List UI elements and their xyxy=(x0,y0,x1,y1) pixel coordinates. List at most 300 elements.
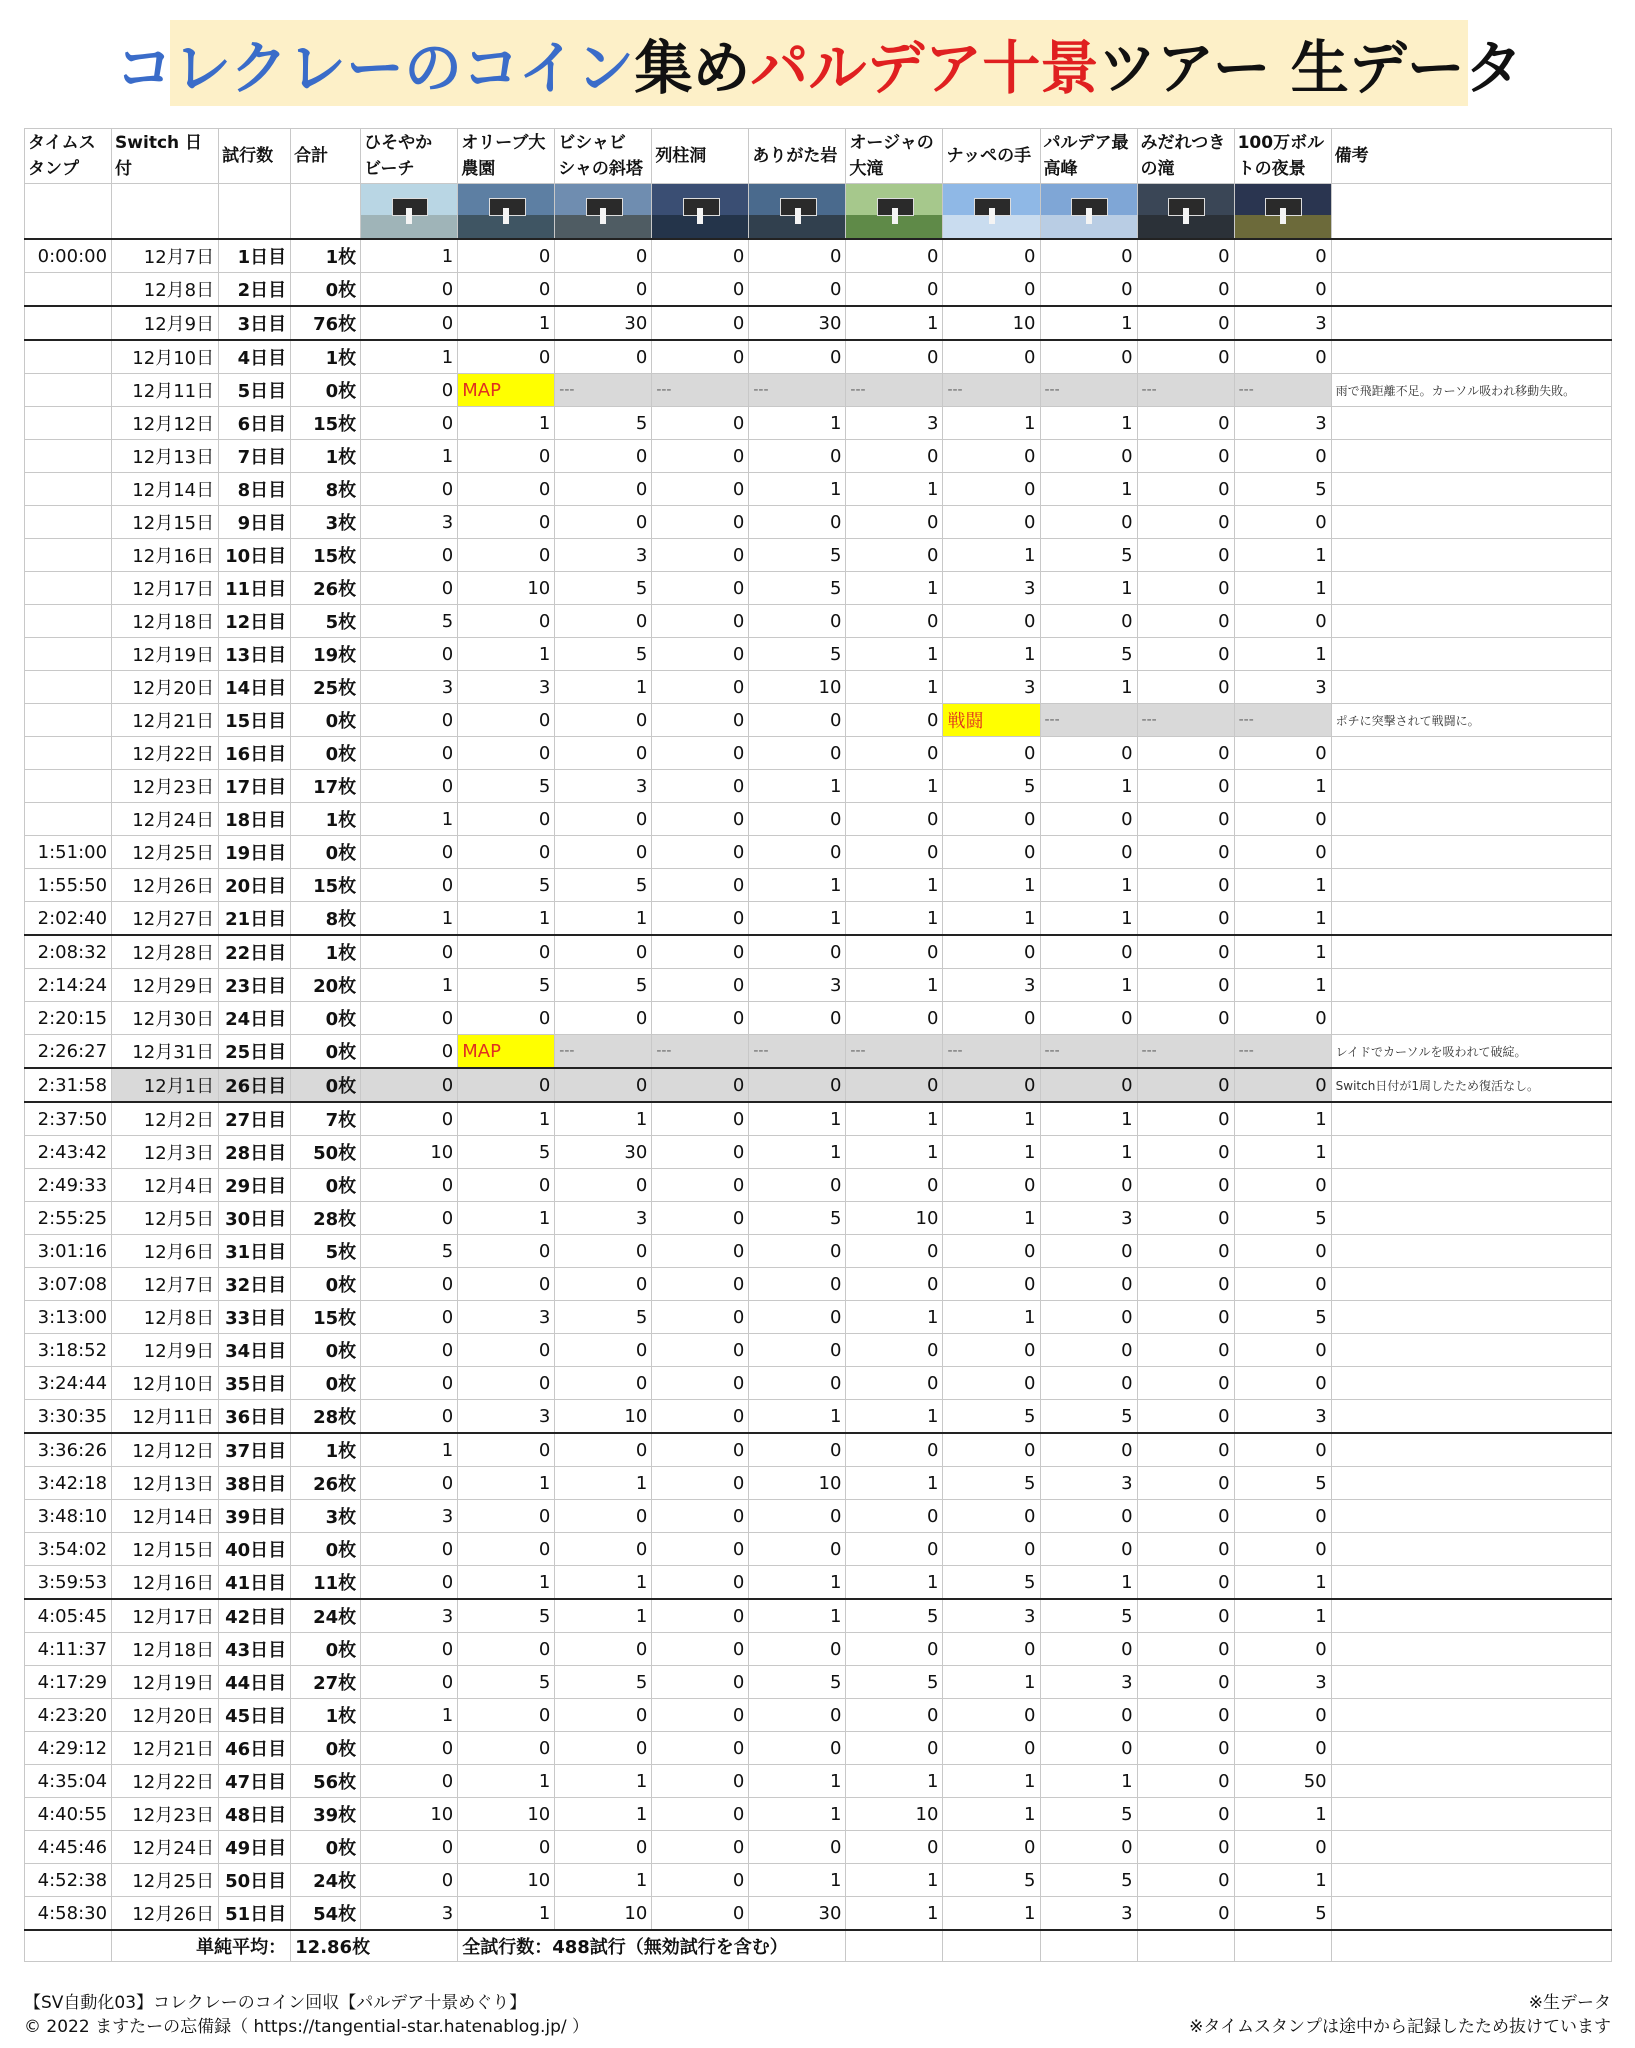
coin-count-cell: 0 xyxy=(1234,1169,1331,1202)
total-cell: 5枚 xyxy=(291,605,361,638)
coin-count-cell: 3 xyxy=(361,1500,458,1533)
coin-count-cell: 0 xyxy=(1040,935,1137,969)
coin-count-cell: 0 xyxy=(846,935,943,969)
coin-count-cell: 0 xyxy=(749,1301,846,1334)
date-cell: 12月7日 xyxy=(112,239,219,273)
date-cell: 12月5日 xyxy=(112,1202,219,1235)
table-row xyxy=(25,1500,1612,1533)
coin-count-cell: 50 xyxy=(1234,1765,1331,1798)
date-cell: 12月15日 xyxy=(112,1533,219,1566)
note-cell xyxy=(1331,506,1611,539)
coin-count-cell: 0 xyxy=(652,1136,749,1169)
location-thumbnail xyxy=(846,184,943,240)
col-location: パルデア最 高峰 xyxy=(1040,129,1137,184)
coin-count-cell: 1 xyxy=(1234,572,1331,605)
coin-count-cell: 0 xyxy=(846,1699,943,1732)
coin-count-cell: 0 xyxy=(749,836,846,869)
note-cell xyxy=(1331,1002,1611,1035)
table-row xyxy=(25,1599,1612,1633)
date-cell: 12月16日 xyxy=(112,1566,219,1600)
coin-count-cell: 1 xyxy=(749,869,846,902)
coin-count-cell: 0 xyxy=(458,506,555,539)
coin-count-cell: 3 xyxy=(555,539,652,572)
coin-count-cell: 1 xyxy=(1234,902,1331,936)
coin-count-cell: 1 xyxy=(943,407,1040,440)
table-row xyxy=(25,1102,1612,1136)
note-cell xyxy=(1331,1301,1611,1334)
coin-count-cell: 0 xyxy=(458,1367,555,1400)
coin-count-cell: 10 xyxy=(458,1798,555,1831)
coin-count-cell: 1 xyxy=(1234,1136,1331,1169)
coin-count-cell: 0 xyxy=(749,935,846,969)
coin-count-cell: 0 xyxy=(555,1500,652,1533)
total-cell: 0枚 xyxy=(291,737,361,770)
coin-count-cell: 0 xyxy=(652,1633,749,1666)
coin-count-cell: 1 xyxy=(458,407,555,440)
note-cell xyxy=(1331,306,1611,340)
coin-count-cell: 0 xyxy=(749,1268,846,1301)
timestamp-cell: 3:48:10 xyxy=(25,1500,112,1533)
coin-count-cell: 10 xyxy=(846,1202,943,1235)
timestamp-cell: 4:11:37 xyxy=(25,1633,112,1666)
trial-cell: 42日目 xyxy=(219,1599,291,1633)
total-trials-text: 全試行数：488試行（無効試行を含む） xyxy=(458,1930,846,1962)
coin-count-cell: 0 xyxy=(361,869,458,902)
coin-count-cell: 1 xyxy=(943,1765,1040,1798)
table-row xyxy=(25,1798,1612,1831)
coin-count-cell: 0 xyxy=(555,605,652,638)
note-cell xyxy=(1331,1897,1611,1931)
coin-count-cell: 1 xyxy=(846,1467,943,1500)
coin-count-cell: 0 xyxy=(361,1633,458,1666)
note-cell xyxy=(1331,836,1611,869)
table-row xyxy=(25,1235,1612,1268)
coin-count-cell: 0 xyxy=(1040,440,1137,473)
coin-count-cell: 3 xyxy=(555,770,652,803)
col-notes: 備考 xyxy=(1331,129,1611,184)
coin-count-cell: 5 xyxy=(749,638,846,671)
coin-count-cell: 0 xyxy=(1234,803,1331,836)
date-cell: 12月20日 xyxy=(112,1699,219,1732)
note-cell xyxy=(1331,1666,1611,1699)
coin-count-cell: 1 xyxy=(1040,1566,1137,1600)
coin-count-cell: 1 xyxy=(1040,869,1137,902)
trial-cell: 5日目 xyxy=(219,374,291,407)
coin-count-cell: 0 xyxy=(943,1002,1040,1035)
empty-cell xyxy=(1040,1930,1137,1962)
coin-count-cell: 0 xyxy=(749,440,846,473)
table-row xyxy=(25,1035,1612,1069)
coin-count-cell: 0 xyxy=(1137,572,1234,605)
trial-cell: 45日目 xyxy=(219,1699,291,1732)
date-cell: 12月2日 xyxy=(112,1102,219,1136)
coin-count-cell: 1 xyxy=(458,638,555,671)
coin-count-cell: 0 xyxy=(1137,1699,1234,1732)
date-cell: 12月8日 xyxy=(112,1301,219,1334)
coin-count-cell: 0 xyxy=(846,1732,943,1765)
coin-count-cell: 0 xyxy=(1234,737,1331,770)
date-cell: 12月25日 xyxy=(112,1864,219,1897)
coin-count-cell: 1 xyxy=(846,306,943,340)
trial-cell: 15日目 xyxy=(219,704,291,737)
coin-count-cell: 0 xyxy=(458,605,555,638)
coin-count-cell: 5 xyxy=(1040,1798,1137,1831)
coin-count-cell: 10 xyxy=(846,1798,943,1831)
table-row xyxy=(25,1002,1612,1035)
coin-count-cell: 0 xyxy=(458,1169,555,1202)
coin-count-cell: 0 xyxy=(846,1533,943,1566)
coin-count-cell: 0 xyxy=(943,1831,1040,1864)
coin-count-cell: 0 xyxy=(361,572,458,605)
coin-count-cell: 0 xyxy=(1137,1831,1234,1864)
coin-count-cell: 5 xyxy=(749,539,846,572)
total-cell: 0枚 xyxy=(291,1732,361,1765)
coin-count-cell: 0 xyxy=(652,1500,749,1533)
coin-count-cell: 0 xyxy=(1137,770,1234,803)
coin-count-cell: 0 xyxy=(846,1831,943,1864)
coin-count-cell: 0 xyxy=(1234,836,1331,869)
location-thumbnail xyxy=(361,184,458,240)
total-cell: 8枚 xyxy=(291,473,361,506)
coin-count-cell: 0 xyxy=(1137,1136,1234,1169)
date-cell: 12月14日 xyxy=(112,473,219,506)
coin-count-cell: 3 xyxy=(749,969,846,1002)
coin-count-cell: 3 xyxy=(943,671,1040,704)
coin-count-cell: 1 xyxy=(458,1467,555,1500)
coin-count-cell: 0 xyxy=(1137,1732,1234,1765)
note-cell xyxy=(1331,440,1611,473)
table-row xyxy=(25,239,1612,273)
coin-count-cell: 0 xyxy=(361,1334,458,1367)
date-cell: 12月28日 xyxy=(112,935,219,969)
coin-count-cell: 0 xyxy=(652,306,749,340)
coin-count-cell: 0 xyxy=(943,273,1040,307)
coin-count-cell: 0 xyxy=(652,340,749,374)
coin-count-cell: 0 xyxy=(1137,803,1234,836)
timestamp-cell xyxy=(25,572,112,605)
table-row xyxy=(25,1068,1612,1102)
coin-count-cell: 1 xyxy=(1040,902,1137,936)
coin-count-cell: 1 xyxy=(1234,1798,1331,1831)
timestamp-cell: 2:20:15 xyxy=(25,1002,112,1035)
empty-cell xyxy=(1234,1930,1331,1962)
table-row xyxy=(25,770,1612,803)
coin-count-cell: 0 xyxy=(1137,1202,1234,1235)
coin-count-cell: 0 xyxy=(361,273,458,307)
coin-count-cell: --- xyxy=(749,374,846,407)
coin-count-cell: 3 xyxy=(1234,1666,1331,1699)
date-cell: 12月16日 xyxy=(112,539,219,572)
coin-count-cell: 0 xyxy=(846,1002,943,1035)
coin-count-cell: 0 xyxy=(652,1433,749,1467)
coin-count-cell: 0 xyxy=(1137,836,1234,869)
coin-count-cell: 0 xyxy=(1137,902,1234,936)
coin-count-cell: 0 xyxy=(1137,1301,1234,1334)
timestamp-cell xyxy=(25,803,112,836)
coin-count-cell: 0 xyxy=(1137,1235,1234,1268)
coin-count-cell: 0 xyxy=(652,1864,749,1897)
coin-count-cell: 1 xyxy=(1040,1102,1137,1136)
coin-count-cell: 1 xyxy=(1040,969,1137,1002)
table-row xyxy=(25,1666,1612,1699)
trial-cell: 9日目 xyxy=(219,506,291,539)
coin-count-cell: 3 xyxy=(1234,1400,1331,1434)
coin-count-cell: 0 xyxy=(652,1831,749,1864)
coin-count-cell: 0 xyxy=(1137,1268,1234,1301)
coin-count-cell: 0 xyxy=(749,239,846,273)
coin-count-cell: 1 xyxy=(1234,869,1331,902)
coin-count-cell: 1 xyxy=(555,1467,652,1500)
trial-cell: 19日目 xyxy=(219,836,291,869)
coin-count-cell: 1 xyxy=(943,869,1040,902)
trial-cell: 40日目 xyxy=(219,1533,291,1566)
coin-count-cell: 0 xyxy=(652,440,749,473)
coin-count-cell: 5 xyxy=(1234,1897,1331,1931)
coin-count-cell: 5 xyxy=(1040,539,1137,572)
note-cell xyxy=(1331,1268,1611,1301)
timestamp-cell xyxy=(25,407,112,440)
total-cell: 15枚 xyxy=(291,869,361,902)
total-cell: 28枚 xyxy=(291,1400,361,1434)
coin-count-cell: 5 xyxy=(943,1566,1040,1600)
empty-cell xyxy=(25,184,112,240)
coin-count-cell: 5 xyxy=(458,770,555,803)
coin-count-cell: 1 xyxy=(943,1301,1040,1334)
coin-count-cell: 1 xyxy=(361,1699,458,1732)
timestamp-cell xyxy=(25,473,112,506)
coin-count-cell: 0 xyxy=(555,1699,652,1732)
total-cell: 0枚 xyxy=(291,1035,361,1069)
coin-count-cell: 0 xyxy=(555,273,652,307)
timestamp-cell xyxy=(25,273,112,307)
coin-count-cell: 0 xyxy=(652,1467,749,1500)
coin-count-cell: 30 xyxy=(555,306,652,340)
coin-count-cell: 0 xyxy=(749,1500,846,1533)
note-cell xyxy=(1331,1433,1611,1467)
coin-count-cell: 1 xyxy=(361,969,458,1002)
date-cell: 12月21日 xyxy=(112,1732,219,1765)
coin-count-cell: 0 xyxy=(1137,935,1234,969)
coin-count-cell: 0 xyxy=(1137,340,1234,374)
coin-count-cell: 3 xyxy=(458,1301,555,1334)
coin-count-cell: 1 xyxy=(1234,1599,1331,1633)
coin-count-cell: 0 xyxy=(361,1864,458,1897)
table-row xyxy=(25,1732,1612,1765)
date-cell: 12月26日 xyxy=(112,869,219,902)
date-cell: 12月25日 xyxy=(112,836,219,869)
timestamp-cell: 3:54:02 xyxy=(25,1533,112,1566)
coin-count-cell: 0 xyxy=(1137,1599,1234,1633)
trial-cell: 43日目 xyxy=(219,1633,291,1666)
timestamp-cell xyxy=(25,440,112,473)
table-row xyxy=(25,902,1612,936)
coin-count-cell: 0 xyxy=(846,1633,943,1666)
note-cell xyxy=(1331,1467,1611,1500)
coin-count-cell: --- xyxy=(943,1035,1040,1069)
coin-count-cell: 5 xyxy=(555,1666,652,1699)
note-cell xyxy=(1331,605,1611,638)
coin-count-cell: 0 xyxy=(458,1433,555,1467)
coin-count-cell: 0 xyxy=(652,969,749,1002)
coin-count-cell: 0 xyxy=(652,1235,749,1268)
title-part-4: ツアー 生データ xyxy=(1098,34,1523,102)
coin-count-cell: 3 xyxy=(1234,407,1331,440)
coin-count-cell: 0 xyxy=(846,340,943,374)
coin-count-cell: 0 xyxy=(652,1897,749,1931)
col-location: 100万ボル トの夜景 xyxy=(1234,129,1331,184)
coin-count-cell: 1 xyxy=(749,407,846,440)
coin-count-cell: 0 xyxy=(652,1169,749,1202)
date-cell: 12月22日 xyxy=(112,737,219,770)
table-row xyxy=(25,473,1612,506)
table-row xyxy=(25,273,1612,307)
coin-count-cell: 1 xyxy=(555,1864,652,1897)
timestamp-cell: 4:23:20 xyxy=(25,1699,112,1732)
note-cell xyxy=(1331,1566,1611,1600)
trial-cell: 21日目 xyxy=(219,902,291,936)
coin-count-cell: 0 xyxy=(652,1068,749,1102)
coin-count-cell: 0 xyxy=(749,506,846,539)
coin-count-cell: 1 xyxy=(458,1102,555,1136)
coin-count-cell: --- xyxy=(1137,374,1234,407)
total-cell: 11枚 xyxy=(291,1566,361,1600)
trial-cell: 24日目 xyxy=(219,1002,291,1035)
empty-cell xyxy=(219,184,291,240)
coin-count-cell: 0 xyxy=(1040,506,1137,539)
coin-count-cell: 0 xyxy=(1137,1433,1234,1467)
total-cell: 7枚 xyxy=(291,1102,361,1136)
coin-count-cell: 0 xyxy=(1040,1301,1137,1334)
coin-count-cell: 0 xyxy=(1137,506,1234,539)
empty-cell xyxy=(1331,1930,1611,1962)
trial-cell: 7日目 xyxy=(219,440,291,473)
timestamp-cell: 2:37:50 xyxy=(25,1102,112,1136)
coin-count-cell: 5 xyxy=(1234,473,1331,506)
date-cell: 12月31日 xyxy=(112,1035,219,1069)
note-cell xyxy=(1331,1334,1611,1367)
table-row xyxy=(25,1334,1612,1367)
coin-count-cell: 1 xyxy=(1234,935,1331,969)
coin-count-cell: 0 xyxy=(943,1334,1040,1367)
table-row xyxy=(25,1202,1612,1235)
trial-cell: 48日目 xyxy=(219,1798,291,1831)
coin-count-cell: 1 xyxy=(555,1765,652,1798)
col-location: オージャの 大滝 xyxy=(846,129,943,184)
coin-count-cell: 1 xyxy=(749,1765,846,1798)
coin-count-cell: 0 xyxy=(1234,1235,1331,1268)
coin-count-cell: 1 xyxy=(555,671,652,704)
coin-count-cell: 0 xyxy=(1234,506,1331,539)
coin-count-cell: 0 xyxy=(555,836,652,869)
thumbnail-row xyxy=(25,184,1612,240)
coin-count-cell: 5 xyxy=(1234,1467,1331,1500)
coin-count-cell: 1 xyxy=(1040,1765,1137,1798)
coin-count-cell: 0 xyxy=(652,407,749,440)
coin-count-cell: --- xyxy=(846,1035,943,1069)
table-row xyxy=(25,1831,1612,1864)
coin-count-cell: 1 xyxy=(1234,638,1331,671)
note-cell xyxy=(1331,1136,1611,1169)
coin-count-cell: 5 xyxy=(749,572,846,605)
coin-count-cell: 0 xyxy=(1040,1169,1137,1202)
table-row xyxy=(25,1633,1612,1666)
coin-count-cell: 1 xyxy=(555,902,652,936)
total-cell: 0枚 xyxy=(291,1002,361,1035)
table-row xyxy=(25,440,1612,473)
timestamp-cell: 2:49:33 xyxy=(25,1169,112,1202)
date-cell: 12月17日 xyxy=(112,572,219,605)
coin-count-cell: 0 xyxy=(1040,1334,1137,1367)
coin-count-cell: 0 xyxy=(846,605,943,638)
timestamp-cell: 2:43:42 xyxy=(25,1136,112,1169)
table-row xyxy=(25,1268,1612,1301)
table-row xyxy=(25,1897,1612,1931)
note-cell xyxy=(1331,539,1611,572)
player-icon xyxy=(989,208,995,224)
trial-cell: 38日目 xyxy=(219,1467,291,1500)
coin-count-cell: 0 xyxy=(749,1533,846,1566)
coin-count-cell: 3 xyxy=(361,1897,458,1931)
coin-count-cell: 0 xyxy=(1040,1002,1137,1035)
coin-count-cell: 1 xyxy=(846,1765,943,1798)
coin-count-cell: 0 xyxy=(555,1367,652,1400)
location-thumbnail xyxy=(943,184,1040,240)
data-sheet xyxy=(24,128,1612,1962)
coin-count-cell: 0 xyxy=(652,1202,749,1235)
date-cell: 12月13日 xyxy=(112,440,219,473)
total-cell: 0枚 xyxy=(291,1633,361,1666)
coin-count-cell: 1 xyxy=(749,1599,846,1633)
coin-count-cell: 0 xyxy=(458,1002,555,1035)
trial-cell: 10日目 xyxy=(219,539,291,572)
coin-count-cell: 0 xyxy=(1234,1367,1331,1400)
table-row xyxy=(25,1136,1612,1169)
timestamp-cell: 1:51:00 xyxy=(25,836,112,869)
total-cell: 26枚 xyxy=(291,572,361,605)
note-cell xyxy=(1331,407,1611,440)
note-cell xyxy=(1331,935,1611,969)
coin-count-cell: 5 xyxy=(458,1599,555,1633)
coin-count-cell: 0 xyxy=(361,704,458,737)
table-row xyxy=(25,605,1612,638)
coin-count-cell: 0 xyxy=(361,374,458,407)
coin-count-cell: 5 xyxy=(943,1864,1040,1897)
coin-count-cell: 0 xyxy=(361,1732,458,1765)
coin-count-cell: 5 xyxy=(749,1202,846,1235)
note-cell xyxy=(1331,1202,1611,1235)
coin-count-cell: 0 xyxy=(1137,273,1234,307)
average-label: 単純平均： xyxy=(112,1930,291,1962)
table-row xyxy=(25,935,1612,969)
coin-count-cell: 0 xyxy=(555,1268,652,1301)
coin-count-cell: 1 xyxy=(749,1102,846,1136)
timestamp-cell xyxy=(25,671,112,704)
coin-count-cell: 1 xyxy=(846,1136,943,1169)
coin-count-cell: 1 xyxy=(1040,572,1137,605)
coin-count-cell: 1 xyxy=(943,902,1040,936)
coin-count-cell: 0 xyxy=(361,836,458,869)
coin-count-cell: 0 xyxy=(652,1566,749,1600)
table-row xyxy=(25,671,1612,704)
date-cell: 12月21日 xyxy=(112,704,219,737)
trial-cell: 30日目 xyxy=(219,1202,291,1235)
total-cell: 24枚 xyxy=(291,1864,361,1897)
coin-count-cell: 0 xyxy=(846,239,943,273)
date-cell: 12月10日 xyxy=(112,340,219,374)
trial-cell: 33日目 xyxy=(219,1301,291,1334)
total-cell: 1枚 xyxy=(291,1433,361,1467)
coin-count-cell: 0 xyxy=(1040,1433,1137,1467)
